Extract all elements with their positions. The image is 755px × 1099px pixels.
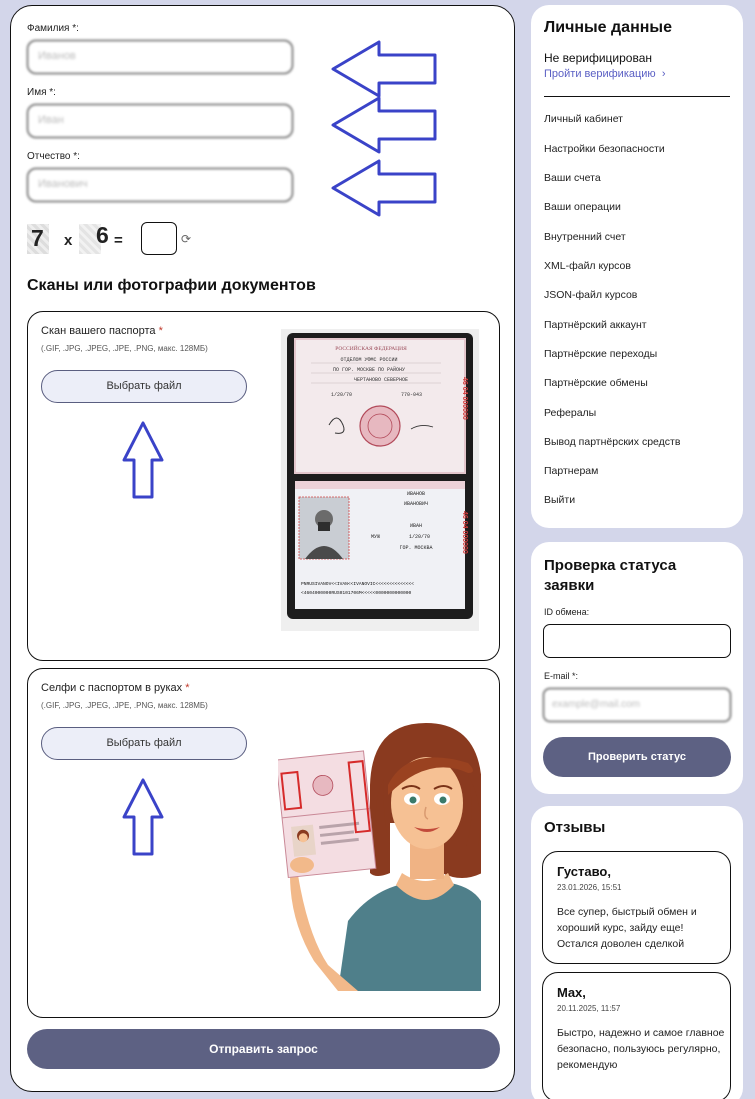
review-author: Max, (557, 985, 586, 1000)
selfie-upload-hint: (.GIF, .JPG, .JPEG, .JPE, .PNG, макс. 128МБ) (41, 701, 208, 710)
exchange-id-input[interactable] (543, 624, 731, 658)
annotation-arrow-left-icon (329, 157, 439, 219)
menu-item-logout[interactable]: Выйти (544, 494, 576, 506)
passport-surname: ИВАНОВ (406, 491, 426, 497)
menu-item-security[interactable]: Настройки безопасности (544, 143, 665, 155)
menu-item-partner-account[interactable]: Партнёрский аккаунт (544, 319, 647, 331)
passport-issued-by-3: ЧЕРТАНОВО СЕВЕРНОЕ (353, 377, 409, 383)
annotation-arrow-left-icon (329, 38, 439, 100)
menu-item-operations[interactable]: Ваши операции (544, 201, 621, 213)
annotation-arrow-up-icon (121, 777, 165, 857)
passport-serial-bottom: 46 04 000000 (461, 511, 468, 554)
passport-mrz-line1: PNRUSIVANOV<<IVAN<<IVANOVIC<<<<<<<<<<<<<< (301, 582, 415, 587)
name-label: Имя *: (27, 87, 56, 98)
refresh-icon[interactable]: ⟳ (181, 232, 192, 246)
exchange-id-label: ID обмена: (544, 607, 590, 617)
review-author: Густаво, (557, 864, 611, 879)
captcha (27, 222, 227, 256)
selfie-choose-file-button[interactable]: Выбрать файл (41, 727, 247, 760)
personal-data-title: Личные данные (544, 19, 672, 36)
menu-item-accounts[interactable]: Ваши счета (544, 172, 601, 184)
required-mark: * (185, 682, 190, 694)
status-check-card (531, 542, 743, 794)
passport-upload-hint: (.GIF, .JPG, .JPEG, .JPE, .PNG, макс. 128МБ) (41, 344, 208, 353)
menu-item-json-rates[interactable]: JSON-файл курсов (544, 289, 638, 301)
chevron-right-icon: › (661, 68, 666, 80)
menu-item-partner-exchanges[interactable]: Партнёрские обмены (544, 377, 648, 389)
captcha-digit-a: 7 (31, 225, 44, 251)
review-item (542, 972, 731, 1099)
status-check-title-line2: заявки (544, 577, 595, 594)
verify-link-text: Пройти верификацию (544, 68, 656, 80)
passport-issued-by-2: ПО ГОР. МОСКВЕ ПО РАЙОНУ (332, 367, 406, 373)
surname-label: Фамилия *: (27, 23, 79, 34)
passport-upload-title-text: Скан вашего паспорта (41, 325, 156, 337)
verification-form-card (10, 5, 515, 1092)
passport-issued-by-1: ОТДЕЛОМ УФМС РОССИИ (340, 357, 398, 363)
passport-code: 770-043 (401, 392, 423, 398)
email-label: E-mail *: (544, 671, 579, 681)
verification-status: Не верифицирован (544, 51, 653, 65)
surname-input[interactable]: Иванов (27, 40, 293, 74)
captcha-digit-b: 6 (96, 222, 109, 248)
email-input[interactable]: example@mail.com (543, 688, 731, 722)
verify-link[interactable] (544, 68, 665, 80)
menu-item-partner-withdrawal[interactable]: Вывод партнёрских средств (544, 436, 681, 448)
annotation-arrow-up-icon (121, 420, 165, 500)
selfie-sample-image (278, 715, 481, 991)
passport-issue-date: 1/20/70 (331, 392, 353, 398)
passport-serial-top: 46 04 000000 (461, 377, 468, 420)
passport-sample-image (281, 329, 479, 631)
passport-upload-title (41, 325, 163, 337)
patronymic-label: Отчество *: (27, 151, 80, 162)
passport-country: РОССИЙСКАЯ ФЕДЕРАЦИЯ (335, 346, 407, 352)
selfie-upload-card (27, 668, 500, 1018)
menu-item-partner-clicks[interactable]: Партнёрские переходы (544, 348, 658, 360)
passport-patronymic: ИВАНОВИЧ (403, 501, 429, 507)
check-status-button[interactable]: Проверить статус (543, 737, 731, 777)
reviews-card (531, 806, 743, 1099)
name-input[interactable]: Иван (27, 104, 293, 138)
reviews-title: Отзывы (544, 819, 606, 836)
passport-upload-card (27, 311, 500, 661)
review-date: 23.01.2026, 15:51 (557, 883, 622, 892)
sidebar-divider (544, 96, 730, 97)
passport-sex: МУЖ (371, 534, 381, 540)
review-item (542, 851, 731, 964)
selfie-upload-title-text: Селфи с паспортом в руках (41, 682, 183, 694)
menu-item-for-partners[interactable]: Партнерам (544, 465, 599, 477)
menu-item-internal-account[interactable]: Внутренний счет (544, 231, 626, 243)
personal-data-card (531, 5, 743, 528)
status-check-title (544, 556, 676, 596)
review-text: Быстро, надежно и самое главное безопасно, пользуюсь регулярно, рекомендую (557, 1027, 725, 1071)
submit-request-button[interactable]: Отправить запрос (27, 1029, 500, 1069)
captcha-operator: x (64, 232, 73, 249)
menu-item-account[interactable]: Личный кабинет (544, 113, 623, 125)
annotation-arrow-left-icon (329, 94, 439, 156)
required-mark: * (158, 325, 163, 337)
passport-city: ГОР. МОСКВА (399, 545, 433, 551)
passport-choose-file-button[interactable]: Выбрать файл (41, 370, 247, 403)
passport-dob: 1/20/70 (409, 534, 431, 540)
menu-item-referrals[interactable]: Рефералы (544, 407, 597, 419)
selfie-upload-title (41, 682, 190, 694)
captcha-answer-input[interactable] (141, 222, 177, 255)
status-check-title-line1: Проверка статуса (544, 557, 677, 574)
review-date: 20.11.2025, 11:57 (557, 1004, 621, 1013)
passport-mrz-line2: <4604000000RUS0101706M<<<<<0000000000000 (301, 591, 412, 596)
patronymic-input[interactable]: Иванович (27, 168, 293, 202)
menu-item-xml-rates[interactable]: XML-файл курсов (544, 260, 631, 272)
documents-section-title: Сканы или фотографии документов (27, 277, 316, 294)
captcha-equals: = (114, 232, 123, 249)
passport-name: ИВАН (409, 523, 423, 529)
review-text: Все супер, быстрый обмен и хороший курс, зайду еще! Остался доволен сделкой (557, 906, 697, 950)
